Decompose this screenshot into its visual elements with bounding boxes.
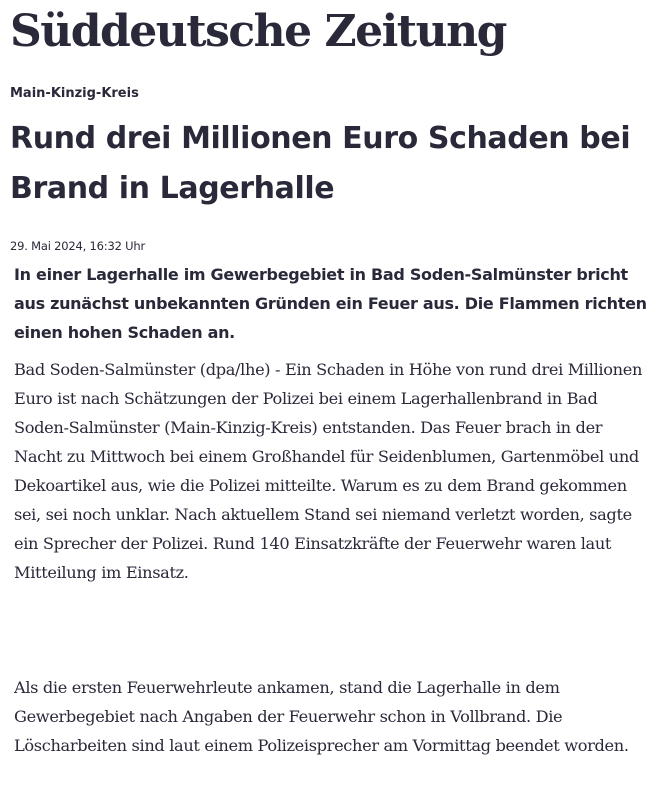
article-teaser: In einer Lagerhalle im Gewerbegebiet in Bad Soden-Salmünster bricht aus zunächst unbekannten Gründen ein Feuer aus. Die Flammen richten einen hohen Schaden an. (14, 265, 647, 342)
site-logo[interactable]: Süddeutsche Zeitung (10, 6, 506, 57)
article-paragraph: Als die ersten Feuerwehrleute ankamen, stand die Lagerhalle in dem Gewerbegebiet nach Angaben der Feuerwehr schon in Vollbrand. Die Löscharbeiten sind laut einem Polizeisprecher am Vormittag beendet worden. (14, 678, 629, 755)
article-headline: Rund drei Millionen Euro Schaden bei Brand in Lagerhalle (10, 121, 631, 206)
article-paragraph: Bad Soden-Salmünster (dpa/lhe) - Ein Schaden in Höhe von rund drei Millionen Euro ist nach Schätzungen der Polizei bei einem Lagerhallenbrand in Bad Soden-Salmünster (Main-Kinzig-Kreis) entstanden. Das Feuer brach in der Nacht zu Mittwoch bei einem Großhandel für Seidenblumen, Gartenmöbel und Dekoartikel aus, wie die Polizei mitteilte. Warum es zu dem Brand gekommen sei, sei noch unklar. Nach aktuellem Stand sei niemand verletzt worden, sagte ein Sprecher der Polizei. Rund 140 Einsatzkräfte der Feuerwehr waren laut Mitteilung im Einsatz. (14, 360, 643, 582)
article-dateline: 29. Mai 2024, 16:32 Uhr (10, 239, 145, 253)
article-kicker[interactable]: Main-Kinzig-Kreis (10, 86, 139, 101)
